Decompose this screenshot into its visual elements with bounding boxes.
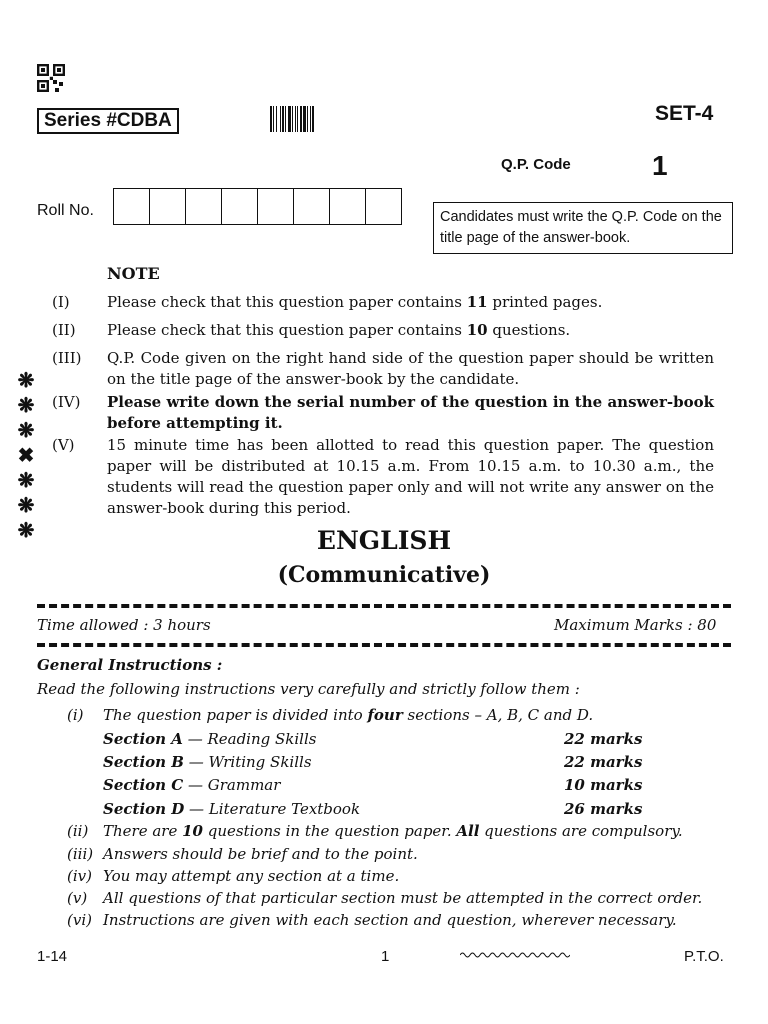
- note-item: [52, 292, 714, 313]
- section-marks: 22 marks: [564, 730, 643, 748]
- instruction-text: The question paper is divided into: [103, 706, 368, 724]
- instruction-text: questions in the question paper.: [203, 822, 457, 840]
- section-row: [103, 800, 360, 818]
- page-title: ENGLISH: [316, 526, 452, 555]
- footer-code: 1-14: [37, 948, 68, 965]
- note-text: 15 minute time has been allotted to read this question paper. The question paper will be distributed at 10.15 a.m. From 10.15 a.m. to 10.30 a.m., the students will read the question paper only and will not write any answer on the answer-book during this period.: [107, 436, 714, 517]
- side-marks: [14, 368, 38, 543]
- instruction-item: [67, 706, 747, 724]
- instruction-number: (ii): [67, 822, 89, 840]
- general-instructions-intro: Read the following instructions very carefully and strictly follow them :: [37, 680, 580, 698]
- section-desc: — Writing Skills: [183, 753, 312, 771]
- instruction-item: [67, 822, 747, 840]
- cross-icon: ✖: [17, 443, 35, 467]
- section-desc: — Literature Textbook: [184, 800, 361, 818]
- roll-box: [114, 189, 150, 224]
- barcode-icon: [270, 106, 352, 132]
- instruction-item: [67, 889, 757, 907]
- instruction-text: There are: [103, 822, 183, 840]
- note-title: NOTE: [107, 264, 160, 283]
- note-item: [52, 348, 714, 390]
- candidate-notice: Candidates must write the Q.P. Code on the title page of the answer-book.: [433, 202, 733, 254]
- qp-code-label: Q.P. Code: [501, 156, 571, 173]
- section-marks: 22 marks: [564, 753, 643, 771]
- set-label: SET-4: [655, 102, 714, 125]
- roll-number-label: Roll No.: [37, 202, 94, 219]
- note-text: printed pages.: [487, 293, 603, 311]
- note-text: Please check that this question paper contains: [107, 321, 467, 339]
- dashed-divider: [37, 643, 731, 647]
- instruction-number: (v): [67, 889, 88, 907]
- roll-box: [186, 189, 222, 224]
- instruction-bold: four: [367, 706, 403, 724]
- section-row: [103, 776, 280, 794]
- note-text: Please write down the serial number of the question in the answer-book before attempting it.: [107, 393, 714, 432]
- note-text: Please check that this question paper contains: [107, 293, 467, 311]
- qp-code-value: 1: [652, 150, 668, 181]
- section-marks: 10 marks: [564, 776, 643, 794]
- roll-number-boxes: [113, 188, 402, 225]
- note-number: (I): [52, 293, 70, 311]
- asterisk-icon: ❋: [17, 518, 35, 542]
- roll-box: [258, 189, 294, 224]
- instruction-text: sections – A, B, C and D.: [402, 706, 594, 724]
- section-marks: 26 marks: [564, 800, 643, 818]
- roll-box: [366, 189, 401, 224]
- roll-box: [150, 189, 186, 224]
- instruction-number: (vi): [67, 911, 92, 929]
- instruction-text: All questions of that particular section must be attempted in the correct order.: [103, 889, 703, 907]
- instruction-text: Instructions are given with each section and question, wherever necessary.: [103, 911, 677, 929]
- roll-box: [294, 189, 330, 224]
- note-item: [52, 392, 714, 434]
- instruction-number: (i): [67, 706, 84, 724]
- note-number: (III): [52, 349, 82, 367]
- instruction-bold: 10: [182, 822, 203, 840]
- instruction-number: (iii): [67, 845, 94, 863]
- note-item: [52, 320, 714, 341]
- asterisk-icon: ❋: [17, 368, 35, 392]
- note-number: (II): [52, 321, 76, 339]
- section-name: Section B: [103, 753, 184, 771]
- section-name: Section A: [103, 730, 183, 748]
- section-row: [103, 753, 312, 771]
- section-desc: — Reading Skills: [182, 730, 317, 748]
- asterisk-icon: ❋: [17, 493, 35, 517]
- roll-box: [222, 189, 258, 224]
- instruction-bold: All: [456, 822, 480, 840]
- maximum-marks: Maximum Marks : 80: [554, 616, 717, 634]
- time-allowed: Time allowed : 3 hours: [37, 616, 211, 634]
- section-desc: — Grammar: [183, 776, 281, 794]
- pto-label: P.T.O.: [684, 948, 724, 965]
- instruction-text: You may attempt any section at a time.: [103, 867, 400, 885]
- section-name: Section D: [103, 800, 185, 818]
- note-text: Q.P. Code given on the right hand side of the question paper should be written on the title page of the answer-book by the candidate.: [107, 349, 714, 388]
- section-name: Section C: [103, 776, 184, 794]
- asterisk-icon: ❋: [17, 418, 35, 442]
- instruction-item: [67, 867, 747, 885]
- note-number: (IV): [52, 393, 81, 411]
- instruction-item: [67, 911, 757, 929]
- instruction-text: Answers should be brief and to the point.: [103, 845, 418, 863]
- general-instructions-heading: General Instructions :: [37, 656, 223, 674]
- note-item: [52, 435, 714, 519]
- page-number: 1: [381, 948, 390, 965]
- dashed-divider: [37, 604, 731, 608]
- note-bold: 11: [466, 293, 488, 311]
- instruction-item: [67, 845, 747, 863]
- note-text: questions.: [487, 321, 571, 339]
- asterisk-icon: ❋: [17, 393, 35, 417]
- section-row: [103, 730, 316, 748]
- page-subtitle: (Communicative): [277, 562, 491, 588]
- instruction-number: (iv): [67, 867, 92, 885]
- series-label: Series #CDBA: [37, 108, 179, 134]
- qr-code-icon: [37, 64, 65, 92]
- wavy-line-icon: [460, 950, 570, 960]
- note-number: (V): [52, 436, 75, 454]
- roll-box: [330, 189, 366, 224]
- note-bold: 10: [466, 321, 488, 339]
- asterisk-icon: ❋: [17, 468, 35, 492]
- instruction-text: questions are compulsory.: [479, 822, 683, 840]
